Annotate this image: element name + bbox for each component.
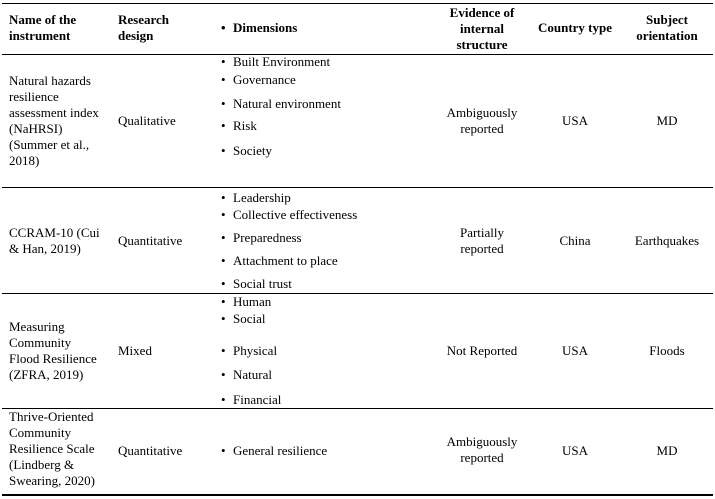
instrument-name-line: (Lindberg & [9, 457, 75, 472]
dimension-item: • Financial [221, 392, 282, 407]
bullet-icon: • [221, 367, 226, 382]
evidence-line: Ambiguously [446, 434, 518, 449]
instrument-name-line: (Summer et al., [9, 137, 90, 152]
dimension-item: • General resilience [221, 443, 328, 458]
evidence-line: reported [460, 450, 504, 465]
dimension-item: • Physical [221, 343, 278, 358]
country-type: USA [561, 343, 588, 358]
instrument-name-line: Natural hazards [9, 73, 91, 88]
dimension-item: • Leadership [221, 190, 291, 205]
subject-orientation: MD [656, 113, 678, 128]
bullet-icon: • [221, 443, 226, 458]
instrument-name-line: (ZFRA, 2019) [9, 367, 84, 382]
header-design-line: design [118, 28, 154, 43]
instrument-name-line: Measuring [9, 319, 65, 334]
instrument-name-line: & Han, 2019) [9, 241, 81, 256]
dimension-item: • Preparedness [221, 230, 302, 245]
header-name-line: instrument [9, 28, 71, 43]
bullet-icon: • [221, 343, 226, 358]
bullet-icon: • [221, 276, 226, 291]
subject-orientation: MD [656, 443, 678, 458]
bullet-icon: • [221, 118, 226, 133]
bullet-icon: • [221, 311, 226, 326]
bullet-icon: • [221, 253, 226, 268]
instrument-name-line: Swearing, 2020) [9, 473, 95, 488]
evidence-line: reported [460, 121, 504, 136]
research-design: Mixed [118, 343, 152, 358]
dimension-item: • Attachment to place [221, 253, 338, 268]
instrument-name-line: Flood Resilience [9, 351, 97, 366]
evidence-line: reported [460, 241, 504, 256]
instrument-name-line: (NaHRSI) [9, 121, 63, 136]
evidence-line: Ambiguously [446, 105, 518, 120]
subject-orientation: Earthquakes [634, 233, 700, 248]
header-subject-line: orientation [636, 28, 698, 43]
bullet-icon: • [221, 96, 226, 111]
row-divider [2, 187, 713, 188]
dimension-item: • Risk [221, 118, 257, 133]
dimension-item: • Human [221, 294, 272, 309]
instrument-name-line: CCRAM-10 (Cui [9, 225, 100, 240]
country-type: USA [561, 443, 588, 458]
dimension-item: • Built Environment [221, 54, 331, 69]
research-design: Quantitative [118, 443, 183, 458]
bullet-icon: • [221, 72, 226, 87]
row-divider [2, 408, 713, 409]
research-design: Qualitative [118, 113, 176, 128]
header-evidence-line: structure [456, 37, 508, 52]
bullet-icon: • [221, 207, 226, 222]
header-bottom-rule [2, 54, 713, 55]
country-type: USA [561, 113, 588, 128]
dimension-item: • Collective effectiveness [221, 207, 358, 222]
row-divider [2, 293, 713, 294]
dimension-item: • Governance [221, 72, 296, 87]
evidence-line: Not Reported [446, 343, 518, 358]
bullet-icon: • [221, 392, 226, 407]
instrument-name-line: Resilience Scale [9, 441, 95, 456]
instrument-name-line: Community [9, 425, 72, 440]
table-bottom-rule [2, 494, 713, 496]
header-evidence-line: Evidence of [449, 5, 515, 20]
bullet-icon: • [221, 230, 226, 245]
table-top-rule [2, 3, 713, 4]
header-design-line: Research [118, 12, 170, 27]
instrument-name-line: assessment index [9, 105, 99, 120]
header-evidence-line: internal [459, 21, 505, 36]
research-design: Quantitative [118, 233, 183, 248]
dimension-item: • Society [221, 143, 272, 158]
dimension-item: • Natural environment [221, 96, 341, 111]
instrument-name-line: Thrive-Oriented [9, 409, 94, 424]
header-name-line: Name of the [9, 12, 77, 27]
header-subject-line: Subject [646, 12, 688, 27]
instrument-name-line: resilience [9, 89, 59, 104]
dimension-item: • Natural [221, 367, 272, 382]
bullet-icon: • [221, 143, 226, 158]
bullet-icon: • [221, 190, 226, 205]
header-dimensions: • Dimensions [221, 20, 298, 35]
bullet-icon: • [221, 54, 226, 69]
bullet-icon: • [221, 20, 226, 35]
dimension-item: • Social [221, 311, 266, 326]
instrument-name-line: Community [9, 335, 72, 350]
header-country: Country type [537, 20, 613, 35]
country-type: China [559, 233, 591, 248]
dimension-item: • Social trust [221, 276, 292, 291]
bullet-icon: • [221, 294, 226, 309]
subject-orientation: Floods [649, 343, 685, 358]
instrument-name-line: 2018) [9, 153, 40, 168]
evidence-line: Partially [459, 225, 505, 240]
